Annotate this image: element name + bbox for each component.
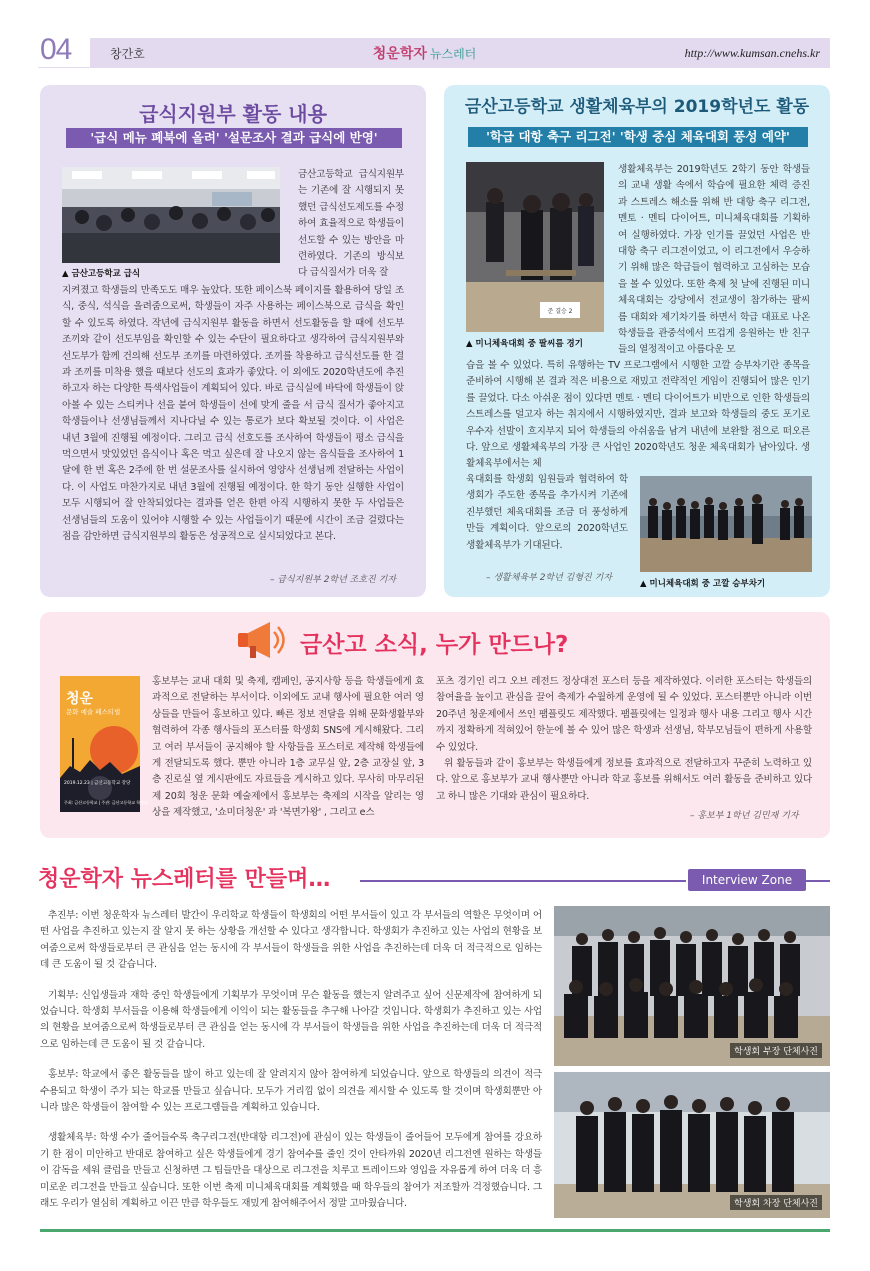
page-header [38, 33, 830, 68]
article-sports-text-left: 육대회를 학생회 임원들과 협력하여 학생회가 주도한 종목을 추가시켜 기존에 진부했던 체육대회를 조금 더 풍성하게 만들 계획이다. 앞으로의 2020학년도 생활체육부가 기대된다. [466, 474, 628, 551]
article-pr-col2b: 위 활동들과 같이 홍보부는 학생들에게 정보를 효과적으로 전달하고자 꾸준히 노력하고 있다. 앞으로 홍보부가 교내 행사뿐만 아니라 학교 홍보를 위해서도 여러 활동을 준비하고 있다고 하니 많은 기대와 관심이 필요하다. [436, 758, 812, 802]
cone-penalty-photo [640, 476, 812, 572]
interview-paragraph-planning: 기획부: 신입생들과 재학 중인 학생들에게 기획부가 무엇이며 무슨 활동을 했는지 알려주고 싶어 신문제작에 참여하게 되었습니다. 학생회 부서들을 이용해 학생들에게 이익이 되는 활동들을 추구해 나아갈 것입니다. 학생회가 추진하고 있는 사업의 현황을 보여줌으로써 학생들로부터 큰 관심을 얻는 동시에 각 부서들이 학생들을 위한 사업을 추진하는데 더욱 더 적극적으로 임하는데 큰 도움이 될 것 같습니다. [40, 989, 542, 1050]
cafeteria-photo-caption: ▲ 금산고등학교 급식 [62, 269, 141, 279]
article-sports-title: 금산고등학교 생활체육부의 2019학년도 활동 [464, 97, 810, 117]
armwrestling-photo [466, 162, 604, 332]
vice-heads-group-photo [554, 1072, 830, 1218]
festival-poster [60, 676, 148, 812]
poster-date: 2019.12.23 | 금산고등학교 강당 [64, 781, 131, 786]
article-sports-signature: – 생활체육부 2학년 김형진 기자 [486, 573, 612, 583]
brand-sub: 뉴스레터 [429, 47, 477, 61]
page-number: 04 [38, 33, 90, 67]
interview-divider-right [806, 880, 830, 882]
article-lunch-signature: – 급식지원부 2학년 조호진 기자 [270, 575, 396, 585]
brand-main: 청운학자 [372, 46, 427, 62]
interview-zone-badge: Interview Zone [688, 869, 806, 891]
article-pr-col2: 포츠 경기인 리그 오브 레전드 정상대전 포스터 등을 제작하였다. 이러한 포스터는 학생들의 참여율을 높이고 관심을 끌어 축제가 수월하게 운영에 될 수 있었다. 포스터뿐만 아니라 이번 20주년 청운제에서 쓰인 팸플릿도 제작했다. 팸플릿에는 일정과 행사 내용 그리고 행사 시간까지 정확하게 적혀있어 한눈에 볼 수 있어 많은 학생과 선생님, 학부모님들이 편하게 사용할 수 있었다. [436, 676, 812, 753]
article-pr-signature: – 홍보부 1학년 김민재 기자 [690, 811, 799, 821]
armwrestling-photo-caption: ▲ 미니체육대회 중 팔씨름 경기 [466, 339, 583, 349]
vice-heads-photo-label: 학생회 차장 단체사진 [730, 1195, 822, 1210]
poster-footer: 주최: 금산고등학교 | 주관: 금산고등학교 학생회 [64, 800, 148, 805]
article-lunch-title: 급식지원부 활동 내용 [139, 102, 327, 126]
article-lunch-lead: 금산고등학교 급식지원부는 기존에 잘 시행되지 못 했던 급식선도제도를 수정하여 효율적으로 학생들이 선도할 수 있는 방안을 마련하였다. 기존의 방식보다 급식질서가 더욱 잘 [298, 169, 404, 279]
interview-paragraph-sports: 생활체육부: 학생 수가 줄어들수록 축구리그전(반대항 리그전)에 관심이 있는 학생들이 줄어들어 모두에게 참여를 강요하기 한 점이 미안하고 반대로 참여하고 싶은 학생들에게 경기 참여수를 줄인 것이 안타까워 2020년 리그전엔 원하는 학생들이 감독을 세워 클럽을 만들고 신청하면 그 팀들만을 대상으로 리그전을 치루고 트레이드와 영입을 자유롭게 하여 더욱 더 흥미로운 리그전을 만들고 싶습니다. 또한 이번 축제 미니체육대회를 계획했을 때 학우들의 참여가 저조할까 걱정했습니다. 그래도 우리가 열심히 계획하고 이끈 만큼 학우들도 재밌게 참여해주어서 정말 고마웠습니다. [40, 1132, 542, 1210]
department-heads-group-photo [554, 906, 830, 1066]
heads-photo-label: 학생회 부장 단체사진 [730, 1043, 822, 1058]
poster-title: 청운 [66, 691, 94, 707]
interview-title: 청운학자 뉴스레터를 만들며… [38, 867, 331, 892]
school-url[interactable]: http://www.kumsan.cnehs.kr [684, 45, 820, 60]
article-sports-headline-band: '학급 대항 축구 리그전' '학생 중심 체육대회 풍성 예약' [468, 127, 808, 147]
article-lunch-headline-band: '급식 메뉴 폐북에 올려' '설문조사 결과 급식에 반영' [66, 128, 402, 148]
volume-label: 창간호 [110, 46, 145, 61]
interview-paragraph-promotion: 추진부: 이번 청운학자 뉴스레터 발간이 우리학교 학생들이 학생회의 어떤 부서들이 있고 각 부서들의 역할은 무엇이며 어떤 사업을 추진하고 있는지 잘 알지 못 하는 상황을 개선할 수 있다고 생각합니다. 학생회가 추진하고 있는 사업의 현황을 보여줌으로써 학생들로부터 큰 관심을 얻는 동시에 각 부서들이 학생들을 위한 사업을 추진하는데 더욱 더 적극적으로 임하는데 큰 도움이 될 것 같습니다. [40, 910, 542, 971]
article-pr-title: 금산고 소식, 누가 만드나? [300, 632, 569, 658]
interview-divider-left [360, 880, 686, 882]
newsletter-brand [373, 43, 476, 63]
article-pr-col1: 홍보부는 교내 대회 및 축제, 캠페인, 공지사항 등을 학생들에게 효과적으로 전달하는 부서이다. 이외에도 교내 행사에 필요한 여러 영상들을 만들어 홍보하고 있다. 빠른 정보 전달을 위해 문화생활부와 협력하여 각종 행사들의 포스터를 학생회 SNS에 게시해왔다. 그리고 여러 부서들이 공지해야 할 사항들을 포스터로 제작해 학생들에게 전달되도록 했다. 뿐만 아니라 1층 교무실 앞, 2층 교장실 앞, 3층 진로실 옆 게시판에도 자료들을 게시하고 있다. 무사히 마무리된 제 20회 청운 문화 예술제에서 홍보부는 축제의 시작을 알리는 영상을 제작했고, '쇼미더청운' 과 '복면가왕' , 그리고 e스 [152, 676, 424, 819]
article-lunch-body: 지켜졌고 학생들의 만족도도 매우 높았다. 또한 페이스북 페이지를 활용하여 당일 조식, 중식, 석식을 올려줌으로써, 학생들이 자주 사용하는 페이스북으로 급식을 확인할 수 있도록 하였다. 작년에 급식지원부 활동을 하면서 선도활동을 할 때에 선도부 조끼와 같이 선도부임을 확인할 수 있는 수단이 필요하다고 생각하여 급식지원부와 선도부가 함께 건의해 선도부 조끼를 마련하였다. 조끼를 착용하고 급식선도를 한 결과 조끼를 미착용 했을 때보다 선도의 효과가 좋았다. 이 외에도 2020학년도에 추진하고자 하는 다양한 특색사업들이 계획되어 있다. 바로 급식실에 바닥에 학생들이 앉아볼 수 있는 스티커나 선을 붙여 학생들이 선에 맞게 줄을 서 급식 질서가 좋아지고 학생들이나 선생님들께서 지나다닐 수 있는 통로가 보다 확보될 것이다. 이 사업은 내년 3월에 진행될 예정이다. 그리고 급식 선호도를 조사하여 학생들이 평소 급식을 먹으면서 맛있었던 음식이나 혹은 먹고 싶은데 잘 나오지 않는 음식들을 조사하여 1달에 한 번 혹은 2주에 한 번 설문조사를 실시하여 영양사 선생님께 전달하는 사업이다. 이 사업도 마찬가지로 내년 3월에 진행될 예정이다. 한 학기 동안 실행한 사업이 모두 시행되어 잘 안착되었다는 결과를 얻은 한편 아직 시행하지 못한 두 사업들은 선생님들의 도움이 있어야 시행할 수 있는 사업들이기 때문에 시간이 조금 걸렸다는 점을 감안하면 급식지원부의 활동은 성공적으로 실시되었다고 본다. [62, 285, 404, 543]
cone-penalty-photo-caption: ▲ 미니체육대회 중 고깔 승부차기 [640, 579, 766, 589]
article-sports-text-right: 생활체육부는 2019학년도 2학기 동안 학생들의 교내 생활 속에서 학습에 필요한 체력 증진과 스트레스 해소를 위해 반 대항 축구 리그전, 멘토 · 멘티 다이어트, 미니체육대회를 기획하여 실행하였다. 가장 인기를 끌었던 사업은 반 대항 축구 리그전이었고, 이 리그전에서 우승하기 위해 많은 학급들이 협력하고 고심하는 모습을 볼 수 있었다. 또한 축제 첫 날에 진행된 미니체육대회는 강당에서 전교생이 참가하는 팔씨름 대회와 제기차기를 하면서 학급 대표로 나온 학생들을 관중석에서 뜨겁게 응원하는 반 친구들의 열정적이고 아름다운 모 [618, 164, 810, 356]
interview-body [40, 908, 542, 1227]
page-footer-rule [40, 1229, 830, 1232]
cafeteria-photo [62, 167, 280, 263]
poster-subtitle: 문화 예술 페스티벌 [66, 708, 121, 716]
interview-paragraph-pr: 홍보부: 학교에서 좋은 활동들을 많이 하고 있는데 잘 알려지지 않아 참여하게 되었습니다. 앞으로 학생들의 의견이 적극 수용되고 학생이 주가 되는 학교를 만들고 싶습니다. 모두가 거리낌 없이 의견을 제시할 수 있도록 할 것이며 학생회뿐만 아니라 많은 학생들이 참여할 수 있는 프로그램들을 계획하고 있습니다. [40, 1069, 542, 1114]
article-sports-text-full: 습을 볼 수 있었다. 특히 유행하는 TV 프로그램에서 시행한 고깔 승부차기란 종목을 준비하여 시행해 본 결과 적은 비용으로 재밌고 전략적인 게임이 진행되어 많은 인기를 끌었다. 다소 아쉬운 점이 있다면 멘토 · 멘티 다이어트가 비만으로 인한 학생들의 스트레스를 덜고자 하는 취지에서 시행하였지만, 결과 보고와 학생들의 중도 포기로 우수자 선발이 흐지부지 되어 학생들의 아쉬움을 남겨 내년에 보완할 점으로 떠오른다. 앞으로 생활체육부의 가장 큰 사업인 2020학년도 청운 체육대회가 남아있다. 생활체육부에서는 체 [466, 360, 810, 470]
score-sign-text: 준 결승 2 [547, 308, 573, 315]
megaphone-icon [236, 620, 288, 660]
